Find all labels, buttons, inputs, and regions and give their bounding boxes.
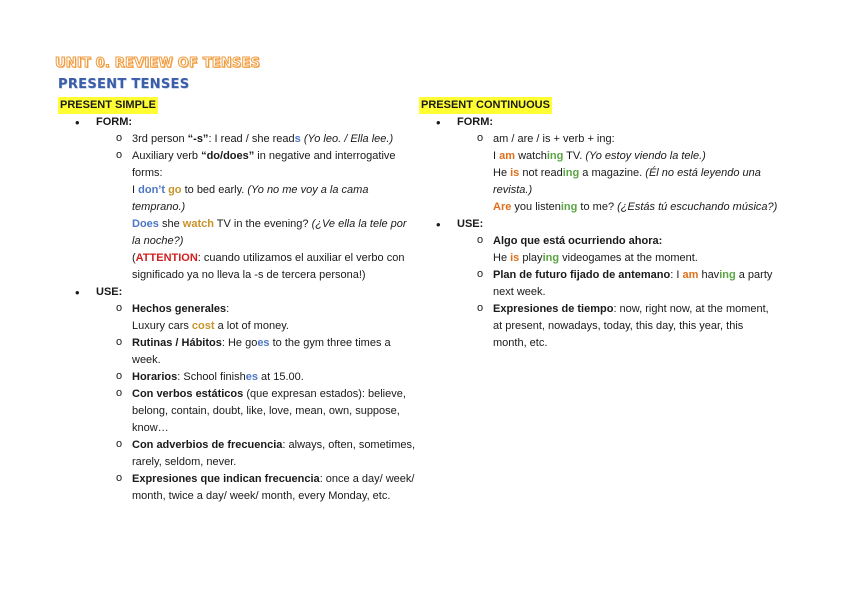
circle-bullet-icon: o bbox=[116, 302, 123, 314]
section-subtitle: PRESENT TENSES bbox=[58, 77, 190, 92]
form-bullet: • FORM: bbox=[436, 115, 494, 130]
bullet-dot-icon: • bbox=[436, 115, 441, 130]
present-continuous-column bbox=[419, 97, 779, 352]
example-sentence: Does she watch TV in the evening? (¿Ve ella la tele por la noche?) bbox=[132, 218, 407, 247]
list-item: o Algo que está ocurriendo ahora: He is playing videogames at the moment. bbox=[419, 233, 779, 267]
form-label: FORM bbox=[96, 116, 129, 128]
list-item: o Con adverbios de frecuencia: always, often, sometimes, rarely, seldom, never. bbox=[116, 438, 416, 468]
circle-bullet-icon: o bbox=[477, 302, 484, 314]
form-bullet: • FORM: bbox=[75, 115, 133, 130]
circle-bullet-icon: o bbox=[477, 268, 484, 280]
list-item: o Rutinas / Hábitos: He goes to the gym three times a week. bbox=[116, 336, 391, 366]
circle-bullet-icon: o bbox=[116, 472, 123, 484]
example-sentence: He is playing videogames at the moment. bbox=[493, 252, 698, 264]
present-simple-heading: PRESENT SIMPLE bbox=[58, 97, 158, 114]
present-simple-column bbox=[58, 97, 418, 505]
bullet-dot-icon: • bbox=[436, 217, 441, 232]
list-item: o am / are / is + verb + ing: I am watching TV. (Yo estoy viendo la tele.) He is not reading a magazine. (Él no está leyendo una revista.) Are you listening to me? (¿Estás tú escuchando música?) bbox=[419, 131, 779, 216]
circle-bullet-icon: o bbox=[116, 132, 123, 144]
form-label: FORM bbox=[457, 116, 490, 128]
unit-title: UNIT 0. REVIEW OF TENSES bbox=[55, 56, 261, 71]
use-label: USE bbox=[96, 286, 119, 298]
circle-bullet-icon: o bbox=[116, 438, 123, 450]
list-item: o Hechos generales: Luxury cars cost a lot of money. bbox=[58, 301, 418, 335]
list-item: o Auxiliary verb “do/does” in negative and interrogative forms: I don’t go to bed early. (Yo no me voy a la cama temprano.) Does she watch TV in the evening? (¿Ve ella la tele por la noche?) (ATTENTION: cuando utilizamos el auxiliar el verbo con significado ya no lleva la -s de tercera persona!) bbox=[58, 148, 418, 284]
list-item: o Expresiones que indican frecuencia: once a day/ week/ month, twice a day/ week/ month, every Monday, etc. bbox=[116, 472, 415, 502]
attention-note: (ATTENTION: cuando utilizamos el auxiliar el verbo con significado ya no lleva la -s de tercera persona!) bbox=[132, 252, 405, 281]
example-sentence: Luxury cars cost a lot of money. bbox=[132, 320, 289, 332]
example-sentence: I don’t go to bed early. (Yo no me voy a la cama temprano.) bbox=[132, 184, 369, 213]
example-sentence: He is not reading a magazine. (Él no está leyendo una revista.) bbox=[493, 167, 761, 196]
circle-bullet-icon: o bbox=[116, 149, 123, 161]
circle-bullet-icon: o bbox=[477, 234, 484, 246]
use-label: USE bbox=[457, 218, 480, 230]
circle-bullet-icon: o bbox=[116, 387, 123, 399]
list-item: o Horarios: School finishes at 15.00. bbox=[116, 370, 304, 383]
list-item: o Plan de futuro fijado de antemano: I am having a party next week. bbox=[477, 268, 773, 298]
use-bullet: • USE: bbox=[75, 285, 123, 300]
present-continuous-heading: PRESENT CONTINUOUS bbox=[419, 97, 552, 114]
list-item: o Expresiones de tiempo: now, right now, at the moment, at present, nowadays, today, this day, this year, this month, etc. bbox=[477, 302, 769, 349]
circle-bullet-icon: o bbox=[477, 132, 484, 144]
example-sentence: I am watching TV. (Yo estoy viendo la tele.) bbox=[493, 150, 706, 162]
list-item: o 3rd person “-s”: I read / she reads (Yo leo. / Ella lee.) bbox=[116, 132, 394, 145]
circle-bullet-icon: o bbox=[116, 370, 123, 382]
circle-bullet-icon: o bbox=[116, 336, 123, 348]
use-bullet: • USE: bbox=[436, 217, 484, 232]
bullet-dot-icon: • bbox=[75, 115, 80, 130]
bullet-dot-icon: • bbox=[75, 285, 80, 300]
list-item: o Con verbos estáticos (que expresan estados): believe, belong, contain, doubt, like, love, mean, own, suppose, know… bbox=[116, 387, 406, 434]
example-sentence: Are you listening to me? (¿Estás tú escuchando música?) bbox=[493, 201, 778, 213]
